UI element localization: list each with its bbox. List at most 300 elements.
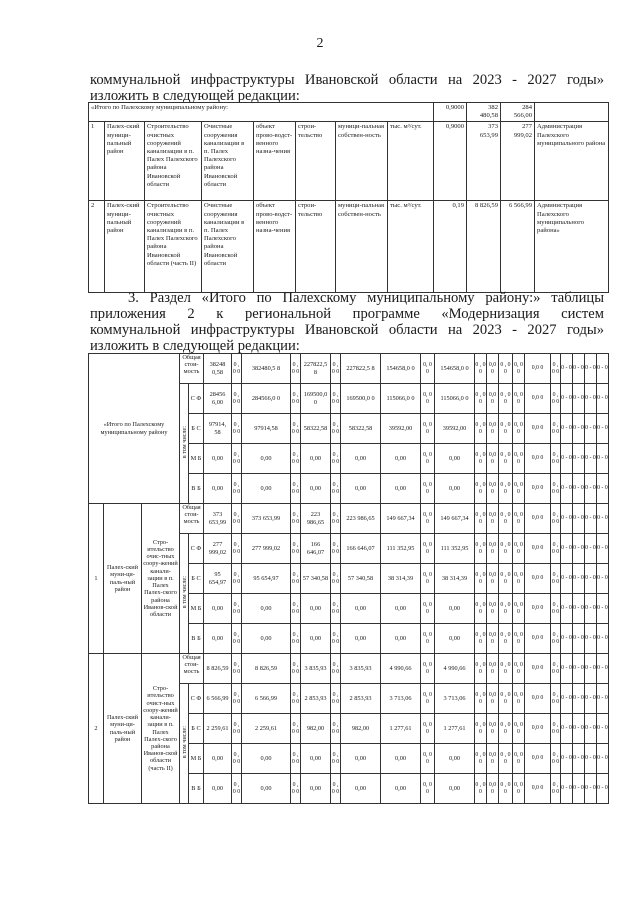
zero-cell: 0 , 0 0 [291, 384, 301, 414]
zero-cell: 0 , 0 0 [291, 684, 301, 714]
value-cell: 0,00 [381, 744, 421, 774]
total-cost-label: Общая стои-мость [180, 354, 204, 384]
source-label: В Б [189, 774, 204, 804]
zero-dash-cell: 0 - 0 [585, 684, 597, 714]
value-cell: 0,00 [301, 624, 331, 654]
value-cell: 0,00 [204, 744, 232, 774]
total-cost-label: Общая стои-мость [180, 504, 204, 534]
value-cell: 39592,00 [381, 414, 421, 444]
zero-dash-cell: 0 - 0 [561, 684, 573, 714]
zero-small-cell: 0, 0 0 [421, 624, 435, 654]
zero-cell: 0 , 0 0 [232, 384, 242, 414]
zero-small-cell: 0, 0 0 [513, 444, 525, 474]
row-unit: тыс. м³/сут. [388, 122, 434, 201]
zero-dash-cell: 0 - 0 [585, 384, 597, 414]
zero-small-cell: 0, 0 0 [513, 474, 525, 504]
value-cell: 38248 0,58 [204, 354, 232, 384]
zero-cell: 0 , 0 0 [232, 624, 242, 654]
zero-cell: 0 , 0 0 [475, 594, 487, 624]
zero-cell: 0 , 0 0 [331, 354, 341, 384]
value-cell: 0,00 [381, 774, 421, 804]
row-admin: Администрация Палехского муниципального района [535, 122, 609, 201]
zero-dot-cell: 0,0 0 [487, 744, 499, 774]
zero-small-cell: 0, 0 0 [421, 534, 435, 564]
value-cell: 38 314,39 [435, 564, 475, 594]
zero-small-cell: 0, 0 0 [513, 714, 525, 744]
zero-cell: 0 , 0 0 [331, 474, 341, 504]
value-cell: 111 352,95 [435, 534, 475, 564]
zero-cell: 0 , 0 0 [232, 354, 242, 384]
zero-dot-cell: 0,0 0 [487, 354, 499, 384]
value-cell: 0,00 [242, 444, 291, 474]
zero-cell: 0 , 0 0 [291, 474, 301, 504]
zero-dash-cell: 0 - 0 [561, 624, 573, 654]
zero-dash-cell: 0 - 0 [573, 474, 585, 504]
source-label: С Ф [189, 684, 204, 714]
zero-cell: 0 , 0 0 [475, 354, 487, 384]
zero-dash-cell: 0 - 0 [597, 684, 609, 714]
zero-dash-cell: 0 - 0 [585, 624, 597, 654]
block-total-label: «Итого по Палехскому муниципальному району [89, 354, 180, 504]
zero-dot-cell: 0,0 0 [487, 714, 499, 744]
value-cell: 0,00 [204, 594, 232, 624]
zero-dash-cell: 0 - 0 [573, 354, 585, 384]
value-cell: 6 566,99 [204, 684, 232, 714]
zero-dash-cell: 0 - 0 [597, 774, 609, 804]
row-num: 1 [89, 122, 105, 201]
zero-cell: 0 , 0 0 [291, 774, 301, 804]
zero-cell: 0 , 0 0 [551, 624, 561, 654]
zero-dash-cell: 0 - 0 [561, 654, 573, 684]
zero-dash-cell: 0 - 0 [585, 354, 597, 384]
para3-line: изложить в следующей редакции: [90, 338, 300, 354]
zero-small-cell: 0, 0 0 [421, 594, 435, 624]
projects-table [88, 102, 609, 293]
row-work: строи-тельство [296, 201, 336, 293]
value-cell: 2 259,61 [204, 714, 232, 744]
value-cell: 382480,5 8 [242, 354, 291, 384]
row-project: Строительство очистных сооружений канализации в п. Палех Палехского района Ивановской области [145, 122, 202, 201]
source-label: В Б [189, 474, 204, 504]
zero-dash-cell: 0 - 0 [597, 504, 609, 534]
zero-dash-cell: 0 - 0 [585, 714, 597, 744]
zero-dot-cell: 0,0 0 [525, 654, 551, 684]
value-cell: 57 340,58 [341, 564, 381, 594]
zero-dash-cell: 0 - 0 [561, 714, 573, 744]
row-capacity: 0,9000 [434, 122, 467, 201]
zero-small-cell: 0, 0 0 [421, 744, 435, 774]
value-cell: 0,00 [435, 774, 475, 804]
zero-cell: 0 , 0 0 [499, 624, 513, 654]
value-cell: 169500,0 0 [341, 384, 381, 414]
incl-label: в том числе: [180, 384, 189, 504]
zero-cell: 0 , 0 0 [499, 774, 513, 804]
row-district: Палех-ский муници-пальный район [105, 122, 145, 201]
zero-dash-cell: 0 - 0 [573, 594, 585, 624]
zero-cell: 0 , 0 0 [551, 744, 561, 774]
zero-small-cell: 0, 0 0 [421, 774, 435, 804]
zero-cell: 0 , 0 0 [551, 534, 561, 564]
row-capacity: 0,19 [434, 201, 467, 293]
value-cell: 2 853,93 [341, 684, 381, 714]
zero-dash-cell: 0 - 0 [597, 534, 609, 564]
zero-dash-cell: 0 - 0 [573, 654, 585, 684]
row-object: Очистные сооружения канализации в п. Палех Палехского района Ивановской области [202, 122, 254, 201]
source-label: Б С [189, 564, 204, 594]
zero-cell: 0 , 0 0 [475, 774, 487, 804]
intro-paragraph [90, 72, 604, 104]
zero-cell: 0 , 0 0 [331, 624, 341, 654]
value-cell: 223 986,65 [301, 504, 331, 534]
table1-row [89, 201, 609, 293]
para3-line: 3. Раздел «Итого по Палехскому муниципальному району:» таблицы [128, 290, 604, 306]
zero-dot-cell: 0,0 0 [525, 504, 551, 534]
block-num: 2 [89, 654, 104, 804]
row-type: объект прово-водст-венного назна-чения [254, 122, 296, 201]
value-cell: 0,00 [381, 474, 421, 504]
zero-small-cell: 0, 0 0 [513, 624, 525, 654]
zero-dash-cell: 0 - 0 [585, 654, 597, 684]
row-v1: 8 826,59 [467, 201, 501, 293]
zero-dash-cell: 0 - 0 [573, 384, 585, 414]
row-v2: 277 999,02 [501, 122, 535, 201]
zero-cell: 0 , 0 0 [499, 384, 513, 414]
value-cell: 97914,58 [242, 414, 291, 444]
zero-cell: 0 , 0 0 [291, 444, 301, 474]
zero-dash-cell: 0 - 0 [597, 444, 609, 474]
value-cell: 0,00 [435, 624, 475, 654]
zero-cell: 0 , 0 0 [331, 684, 341, 714]
zero-cell: 0 , 0 0 [331, 504, 341, 534]
value-cell: 0,00 [301, 474, 331, 504]
zero-dash-cell: 0 - 0 [597, 624, 609, 654]
value-cell: 3 713,06 [435, 684, 475, 714]
zero-cell: 0 , 0 0 [551, 504, 561, 534]
table1-row [89, 122, 609, 201]
source-label: Б С [189, 414, 204, 444]
zero-cell: 0 , 0 0 [331, 714, 341, 744]
value-cell: 3 713,06 [381, 684, 421, 714]
zero-dot-cell: 0,0 0 [487, 564, 499, 594]
zero-dot-cell: 0,0 0 [525, 594, 551, 624]
zero-dot-cell: 0,0 0 [487, 444, 499, 474]
zero-dash-cell: 0 - 0 [573, 504, 585, 534]
zero-cell: 0 , 0 0 [291, 714, 301, 744]
value-cell: 3 835,93 [341, 654, 381, 684]
value-cell: 0,00 [204, 774, 232, 804]
value-cell: 1 277,61 [381, 714, 421, 744]
zero-small-cell: 0, 0 0 [421, 654, 435, 684]
table2-row [89, 354, 609, 384]
zero-cell: 0 , 0 0 [291, 534, 301, 564]
value-cell: 0,00 [341, 774, 381, 804]
zero-cell: 0 , 0 0 [291, 564, 301, 594]
zero-cell: 0 , 0 0 [551, 474, 561, 504]
source-label: В Б [189, 624, 204, 654]
row-object: Очистные сооружения канализации в п. Палех Палехского района Ивановской области [202, 201, 254, 293]
value-cell: 0,00 [341, 594, 381, 624]
zero-dash-cell: 0 - 0 [597, 714, 609, 744]
zero-dash-cell: 0 - 0 [561, 744, 573, 774]
zero-dot-cell: 0,0 0 [525, 354, 551, 384]
value-cell: 57 340,58 [301, 564, 331, 594]
zero-cell: 0 , 0 0 [331, 534, 341, 564]
zero-dot-cell: 0,0 0 [525, 414, 551, 444]
row-v1: 373 653,99 [467, 122, 501, 201]
value-cell: 166 646,07 [341, 534, 381, 564]
zero-small-cell: 0, 0 0 [513, 774, 525, 804]
zero-dot-cell: 0,0 0 [487, 684, 499, 714]
row-num: 2 [89, 201, 105, 293]
zero-small-cell: 0, 0 0 [421, 354, 435, 384]
value-cell: 284566,0 0 [242, 384, 291, 414]
row-type: объект прово-водст-венного назна-чения [254, 201, 296, 293]
value-cell: 0,00 [301, 594, 331, 624]
value-cell: 4 990,66 [381, 654, 421, 684]
table1-total-row [89, 103, 609, 122]
zero-dash-cell: 0 - 0 [561, 774, 573, 804]
row-admin: Администрация Палехского муниципального района» [535, 201, 609, 293]
value-cell: 0,00 [242, 744, 291, 774]
value-cell: 0,00 [341, 474, 381, 504]
value-cell: 166 646,07 [301, 534, 331, 564]
para3-line: коммунальной инфраструктуры Ивановской области на 2023 - 2027 годы» [90, 322, 604, 338]
row-district: Палех-ский муници-пальный район [105, 201, 145, 293]
zero-cell: 0 , 0 0 [499, 354, 513, 384]
zero-dash-cell: 0 - 0 [561, 504, 573, 534]
value-cell: 0,00 [435, 744, 475, 774]
zero-dash-cell: 0 - 0 [573, 684, 585, 714]
zero-dash-cell: 0 - 0 [561, 444, 573, 474]
zero-dash-cell: 0 - 0 [585, 474, 597, 504]
zero-small-cell: 0, 0 0 [513, 504, 525, 534]
total-cost-label: Общая стои-мость [180, 654, 204, 684]
zero-cell: 0 , 0 0 [291, 624, 301, 654]
zero-cell: 0 , 0 0 [475, 564, 487, 594]
section3-paragraph [90, 290, 604, 354]
zero-cell: 0 , 0 0 [331, 444, 341, 474]
para3-line: приложения 2 к региональной программе «Модернизация систем [90, 306, 604, 322]
zero-dot-cell: 0,0 0 [487, 654, 499, 684]
value-cell: 0,00 [204, 444, 232, 474]
zero-small-cell: 0, 0 0 [421, 714, 435, 744]
zero-cell: 0 , 0 0 [232, 774, 242, 804]
zero-dot-cell: 0,0 0 [487, 594, 499, 624]
value-cell: 0,00 [242, 594, 291, 624]
value-cell: 0,00 [381, 444, 421, 474]
zero-cell: 0 , 0 0 [499, 414, 513, 444]
value-cell: 982,00 [301, 714, 331, 744]
zero-cell: 0 , 0 0 [499, 444, 513, 474]
zero-cell: 0 , 0 0 [232, 564, 242, 594]
zero-dash-cell: 0 - 0 [597, 564, 609, 594]
zero-dash-cell: 0 - 0 [561, 534, 573, 564]
value-cell: 154658,0 0 [435, 354, 475, 384]
zero-dot-cell: 0,0 0 [487, 474, 499, 504]
total-label: «Итого по Палехскому муниципальному району: [89, 103, 434, 122]
zero-cell: 0 , 0 0 [291, 414, 301, 444]
zero-cell: 0 , 0 0 [232, 444, 242, 474]
zero-small-cell: 0, 0 0 [513, 384, 525, 414]
value-cell: 2 853,93 [301, 684, 331, 714]
zero-cell: 0 , 0 0 [291, 594, 301, 624]
block-project: Стро-ительство очист-ных соору-жений канали-зации в п. Палех Палех-ского района Иванов-ской области (часть II) [142, 654, 180, 804]
incl-label: в том числе: [180, 684, 189, 804]
value-cell: 2 259,61 [242, 714, 291, 744]
zero-cell: 0 , 0 0 [551, 354, 561, 384]
zero-cell: 0 , 0 0 [331, 384, 341, 414]
zero-dot-cell: 0,0 0 [525, 744, 551, 774]
zero-cell: 0 , 0 0 [551, 654, 561, 684]
total-v2: 284 566,00 [501, 103, 535, 122]
zero-small-cell: 0, 0 0 [513, 354, 525, 384]
total-v1: 382 480,58 [467, 103, 501, 122]
value-cell: 115066,0 0 [435, 384, 475, 414]
zero-cell: 0 , 0 0 [499, 564, 513, 594]
value-cell: 95 654,97 [242, 564, 291, 594]
value-cell: 115066,0 0 [381, 384, 421, 414]
source-label: М Б [189, 594, 204, 624]
zero-dash-cell: 0 - 0 [573, 444, 585, 474]
value-cell: 373 653,99 [242, 504, 291, 534]
zero-dash-cell: 0 - 0 [561, 384, 573, 414]
zero-cell: 0 , 0 0 [551, 684, 561, 714]
zero-cell: 0 , 0 0 [499, 744, 513, 774]
value-cell: 154658,0 0 [381, 354, 421, 384]
value-cell: 0,00 [301, 444, 331, 474]
intro-line: изложить в следующей редакции: [90, 88, 300, 104]
zero-cell: 0 , 0 0 [331, 564, 341, 594]
source-label: М Б [189, 744, 204, 774]
value-cell: 223 986,65 [341, 504, 381, 534]
zero-small-cell: 0, 0 0 [421, 474, 435, 504]
zero-dash-cell: 0 - 0 [597, 384, 609, 414]
value-cell: 149 667,34 [435, 504, 475, 534]
zero-dash-cell: 0 - 0 [597, 414, 609, 444]
zero-dot-cell: 0,0 0 [525, 684, 551, 714]
zero-cell: 0 , 0 0 [475, 714, 487, 744]
zero-dash-cell: 0 - 0 [561, 564, 573, 594]
zero-small-cell: 0, 0 0 [513, 684, 525, 714]
zero-dot-cell: 0,0 0 [525, 714, 551, 744]
zero-cell: 0 , 0 0 [232, 414, 242, 444]
value-cell: 39592,00 [435, 414, 475, 444]
value-cell: 8 826,59 [242, 654, 291, 684]
value-cell: 0,00 [301, 774, 331, 804]
zero-cell: 0 , 0 0 [499, 474, 513, 504]
value-cell: 149 667,34 [381, 504, 421, 534]
value-cell: 0,00 [381, 594, 421, 624]
zero-dot-cell: 0,0 0 [525, 534, 551, 564]
zero-cell: 0 , 0 0 [499, 714, 513, 744]
block-num: 1 [89, 504, 104, 654]
zero-small-cell: 0, 0 0 [513, 654, 525, 684]
zero-small-cell: 0, 0 0 [421, 504, 435, 534]
zero-dash-cell: 0 - 0 [573, 624, 585, 654]
zero-cell: 0 , 0 0 [331, 774, 341, 804]
zero-small-cell: 0, 0 0 [513, 564, 525, 594]
source-label: С Ф [189, 384, 204, 414]
zero-dot-cell: 0,0 0 [487, 624, 499, 654]
row-v2: 6 566,99 [501, 201, 535, 293]
value-cell: 6 566,99 [242, 684, 291, 714]
value-cell: 0,00 [381, 624, 421, 654]
zero-cell: 0 , 0 0 [499, 534, 513, 564]
zero-small-cell: 0, 0 0 [421, 444, 435, 474]
value-cell: 0,00 [242, 624, 291, 654]
zero-cell: 0 , 0 0 [291, 744, 301, 774]
value-cell: 169500,0 0 [301, 384, 331, 414]
zero-cell: 0 , 0 0 [291, 654, 301, 684]
value-cell: 1 277,61 [435, 714, 475, 744]
zero-cell: 0 , 0 0 [232, 744, 242, 774]
zero-dash-cell: 0 - 0 [573, 744, 585, 774]
zero-cell: 0 , 0 0 [232, 504, 242, 534]
value-cell: 0,00 [242, 474, 291, 504]
zero-dash-cell: 0 - 0 [573, 414, 585, 444]
row-ownership: муници-пальная собствен-ность [336, 201, 388, 293]
zero-cell: 0 , 0 0 [499, 654, 513, 684]
zero-dash-cell: 0 - 0 [597, 474, 609, 504]
value-cell: 0,00 [204, 474, 232, 504]
zero-cell: 0 , 0 0 [475, 654, 487, 684]
value-cell: 277 999,02 [242, 534, 291, 564]
zero-cell: 0 , 0 0 [232, 654, 242, 684]
value-cell: 227822,5 8 [341, 354, 381, 384]
zero-cell: 0 , 0 0 [331, 594, 341, 624]
zero-cell: 0 , 0 0 [551, 564, 561, 594]
zero-dash-cell: 0 - 0 [597, 744, 609, 774]
zero-dash-cell: 0 - 0 [585, 444, 597, 474]
zero-cell: 0 , 0 0 [475, 474, 487, 504]
value-cell: 0,00 [341, 624, 381, 654]
incl-label: в том числе: [180, 534, 189, 654]
zero-dash-cell: 0 - 0 [585, 534, 597, 564]
value-cell: 8 826,59 [204, 654, 232, 684]
value-cell: 0,00 [341, 744, 381, 774]
zero-cell: 0 , 0 0 [475, 624, 487, 654]
zero-cell: 0 , 0 0 [499, 684, 513, 714]
zero-cell: 0 , 0 0 [232, 714, 242, 744]
block-district: Палех-ский муни-ци-паль-ный район [104, 504, 142, 654]
value-cell: 111 352,95 [381, 534, 421, 564]
value-cell: 277 999,02 [204, 534, 232, 564]
row-unit: тыс. м³/сут. [388, 201, 434, 293]
zero-cell: 0 , 0 0 [475, 534, 487, 564]
zero-cell: 0 , 0 0 [499, 504, 513, 534]
zero-dash-cell: 0 - 0 [585, 744, 597, 774]
value-cell: 0,00 [242, 774, 291, 804]
zero-cell: 0 , 0 0 [232, 594, 242, 624]
block-district: Палех-ский муни-ци-паль-ный район [104, 654, 142, 804]
zero-small-cell: 0, 0 0 [513, 534, 525, 564]
source-label: Б С [189, 714, 204, 744]
zero-cell: 0 , 0 0 [475, 414, 487, 444]
zero-dash-cell: 0 - 0 [585, 774, 597, 804]
source-label: М Б [189, 444, 204, 474]
zero-cell: 0 , 0 0 [331, 414, 341, 444]
block-project: Стро-ительство очис-тных соору-жений канали-зации в п. Палех Палех-ского района Иванов-ской области [142, 504, 180, 654]
zero-cell: 0 , 0 0 [475, 684, 487, 714]
zero-cell: 0 , 0 0 [331, 744, 341, 774]
zero-dot-cell: 0,0 0 [487, 414, 499, 444]
zero-small-cell: 0, 0 0 [421, 384, 435, 414]
intro-line: коммунальной инфраструктуры Ивановской области на 2023 - 2027 годы» [90, 72, 604, 88]
source-label: С Ф [189, 534, 204, 564]
zero-cell: 0 , 0 0 [475, 384, 487, 414]
zero-dash-cell: 0 - 0 [561, 414, 573, 444]
zero-dot-cell: 0,0 0 [487, 534, 499, 564]
